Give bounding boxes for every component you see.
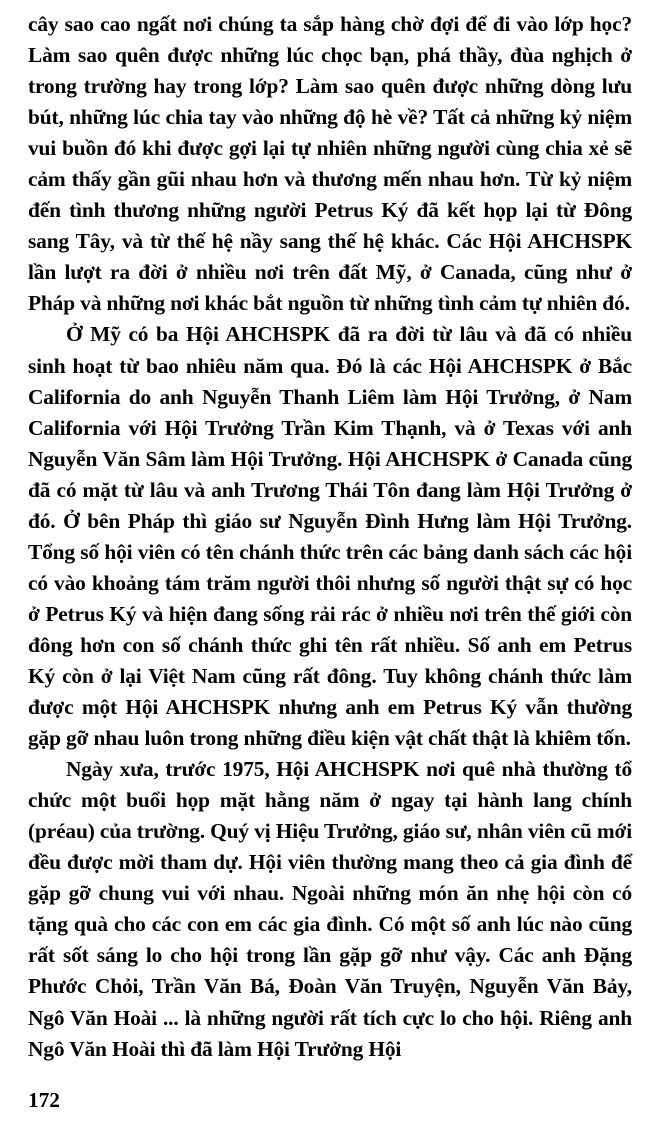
body-paragraph-3: Ngày xưa, trước 1975, Hội AHCHSPK nơi quê nhà thường tổ chức một buổi họp mặt hằng năm ở ngay tại hành lang chính (préau) của trường. Quý vị Hiệu Trưởng, giáo sư, nhân viên cũ mới đều được mời tham dự. Hội viên thường mang theo cả gia đình để gặp gỡ chung vui với nhau. Ngoài những món ăn nhẹ hội còn có tặng quà cho các con em các gia đình. Có một số anh lúc nào cũng rất sốt sáng lo cho hội trong lần gặp gỡ như vậy. Các anh Đặng Phước Chỏi, Trần Văn Bá, Đoàn Văn Truyện, Nguyễn Văn Bảy, Ngô Văn Hoài ... là những người rất tích cực lo cho hội. Riêng anh Ngô Văn Hoài thì đã làm Hội Trưởng Hội <box>28 757 632 1061</box>
body-paragraph-1: cây sao cao ngất nơi chúng ta sắp hàng chờ đợi để đi vào lớp học? Làm sao quên được những lúc chọc bạn, phá thầy, đùa nghịch ở trong trường hay trong lớp? Làm sao quên được những dòng lưu bút, những lúc chia tay vào những độ hè về? Tất cả những kỷ niệm vui buồn đó khi được gợi lại tự nhiên những người cùng chia xẻ sẽ cảm thấy gần gũi nhau hơn và thương mến nhau hơn. Từ kỷ niệm đến tình thương những người Petrus Ký đã kết họp lại từ Đông sang Tây, và từ thế hệ nầy sang thế hệ khác. Các Hội AHCHSPK lần lượt ra đời ở nhiều nơi trên đất Mỹ, ở Canada, cũng như ở Pháp và những nơi khác bắt nguồn từ những tình cảm tự nhiên đó. <box>28 12 632 316</box>
page-number: 172 <box>28 1088 60 1112</box>
page-body-text <box>28 9 632 1065</box>
body-paragraph-2: Ở Mỹ có ba Hội AHCHSPK đã ra đời từ lâu và đã có nhiều sinh hoạt từ bao nhiêu năm qua. Đó là các Hội AHCHSPK ở Bắc California do anh Nguyễn Thanh Liêm làm Hội Trưởng, ở Nam California với Hội Trưởng Trần Kim Thạnh, và ở Texas với anh Nguyễn Văn Sâm làm Hội Trưởng. Hội AHCHSPK ở Canada cũng đã có mặt từ lâu và anh Trương Thái Tôn đang làm Hội Trưởng ở đó. Ở bên Pháp thì giáo sư Nguyễn Đình Hưng làm Hội Trưởng. Tổng số hội viên có tên chánh thức trên các bảng danh sách các hội có vào khoảng tám trăm người thôi nhưng số người thật sự có học ở Petrus Ký và hiện đang sống rải rác ở nhiều nơi trên thế giới còn đông hơn con số chánh thức ghi tên rất nhiều. Số anh em Petrus Ký còn ở lại Việt Nam cũng rất đông. Tuy không chánh thức làm được một Hội AHCHSPK nhưng anh em Petrus Ký vẫn thường gặp gỡ nhau luôn trong những điều kiện vật chất thật là khiêm tốn. <box>28 322 632 751</box>
